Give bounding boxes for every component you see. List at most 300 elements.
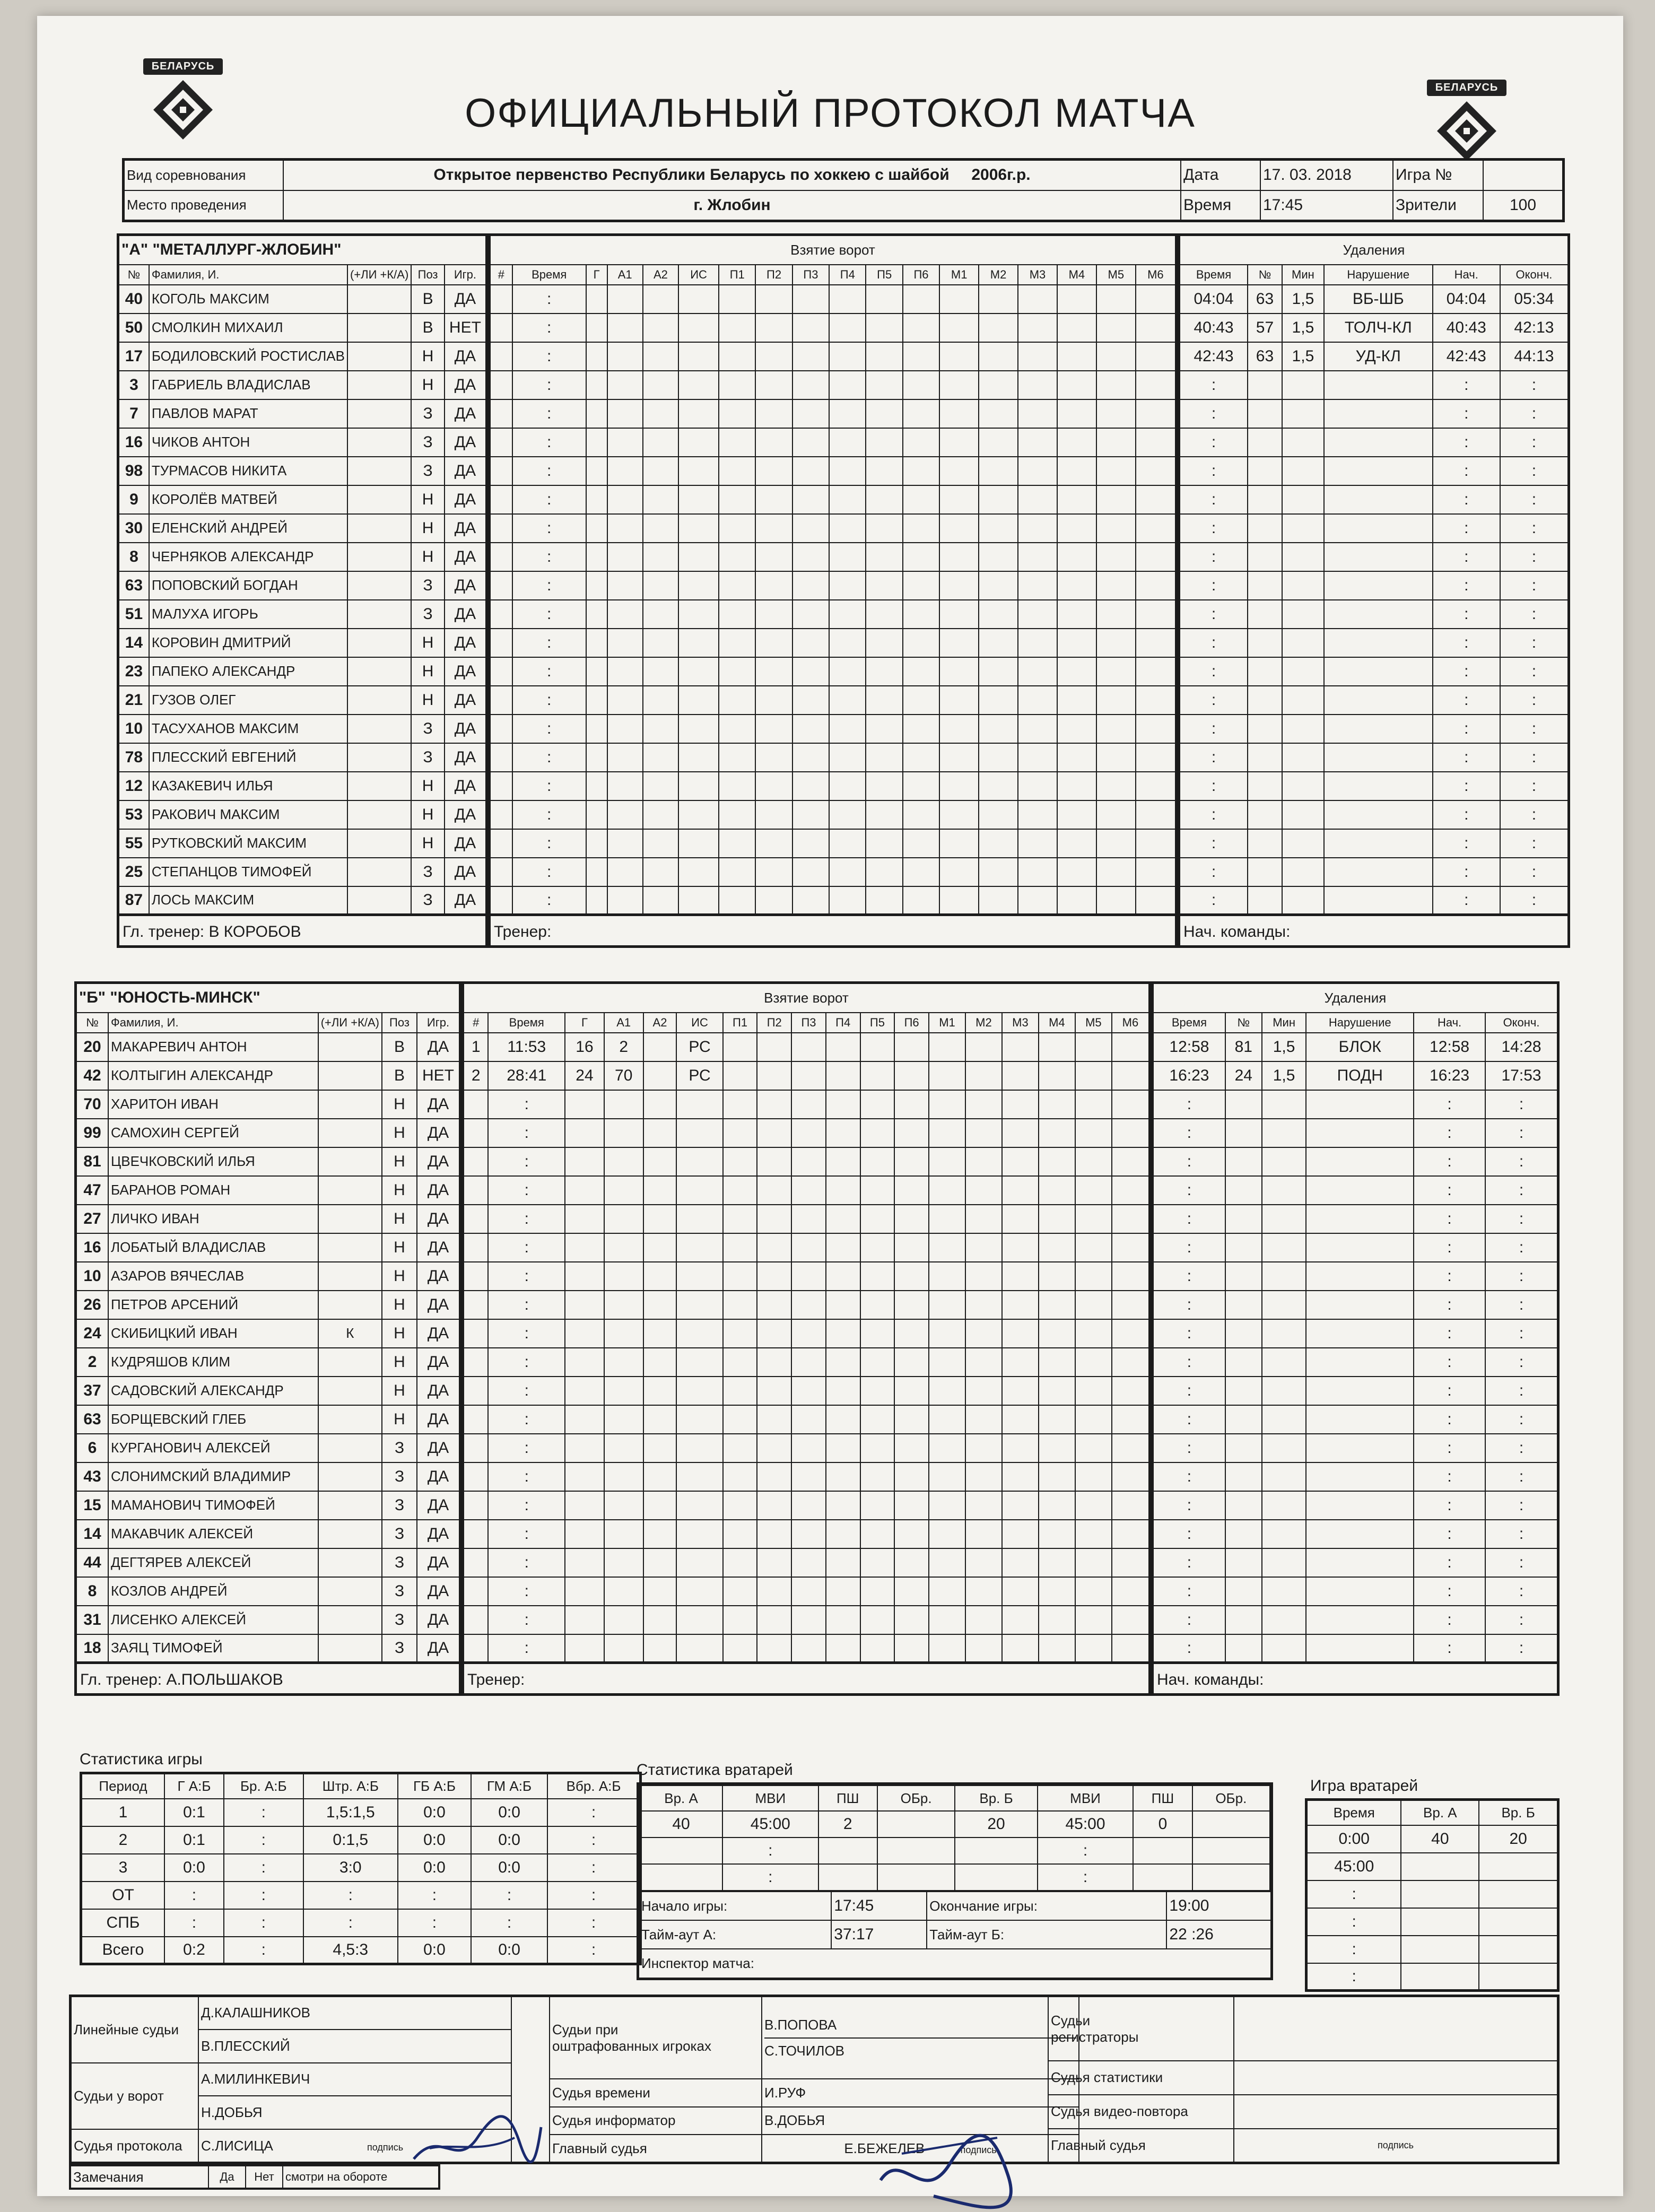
player-name: ЛОСЬ МАКСИМ xyxy=(149,886,347,915)
timeout-b-value: 22 :26 xyxy=(1166,1920,1270,1949)
goal-row xyxy=(490,457,1177,485)
penalty-row xyxy=(1153,1176,1558,1205)
goal-cell xyxy=(676,1262,722,1291)
goal-cell xyxy=(490,800,512,829)
onice-cell xyxy=(1096,313,1136,342)
penalty-cell: : xyxy=(1414,1491,1485,1520)
goal-cell xyxy=(565,1520,604,1548)
onice-cell xyxy=(1057,858,1096,886)
penalty-cell xyxy=(1262,1491,1306,1520)
penalty-judge-2: С.ТОЧИЛОВ xyxy=(764,2042,845,2059)
venue-label: Место проведения xyxy=(124,190,284,221)
goal-cell xyxy=(607,371,643,399)
player-name: АЗАРОВ ВЯЧЕСЛАВ xyxy=(108,1262,318,1291)
player-row xyxy=(118,514,487,543)
goal-cell: : xyxy=(512,800,586,829)
game-stats-row-cell: 0:0 xyxy=(471,1937,547,1964)
player-name: КОЗЛОВ АНДРЕЙ xyxy=(108,1577,318,1606)
game-stats-header-cell: Вбр. А:Б xyxy=(547,1773,640,1799)
penalty-cell: : xyxy=(1414,1147,1485,1176)
onice-cell xyxy=(826,1061,860,1090)
goal-cell: : xyxy=(512,399,586,428)
goal-cell xyxy=(604,1119,643,1147)
goal-cell xyxy=(678,657,719,686)
goal-cell xyxy=(604,1319,643,1348)
onice-cell xyxy=(719,571,755,600)
goalie-play-header-cell: Вр. Б xyxy=(1479,1800,1558,1825)
onice-cell xyxy=(1002,1090,1039,1119)
penalty-cell xyxy=(1324,858,1433,886)
onice-cell xyxy=(792,800,829,829)
penalty-judges-label-2: оштрафованных игроках xyxy=(552,2037,711,2054)
goalie-stats-table xyxy=(639,1785,1270,1891)
onice-cell xyxy=(1075,1520,1112,1548)
onice-cell xyxy=(757,1577,791,1606)
onice-cell xyxy=(1057,457,1096,485)
penalty-judges-label-1: Судьи при xyxy=(552,2021,619,2037)
onice-cell xyxy=(1136,313,1177,342)
goal-row xyxy=(463,1377,1150,1405)
goalie-stats-row-cell xyxy=(877,1864,955,1891)
onice-cell xyxy=(719,428,755,457)
onice-cell xyxy=(792,858,829,886)
onice-cell xyxy=(1136,571,1177,600)
goal-cell xyxy=(607,886,643,915)
goalie-stats-row-cell xyxy=(1133,1864,1192,1891)
goal-cell xyxy=(463,1577,489,1606)
player-row xyxy=(76,1033,460,1061)
penalty-cell xyxy=(1324,772,1433,800)
player-row xyxy=(118,600,487,629)
goal-cell: : xyxy=(512,743,586,772)
onice-cell xyxy=(1075,1033,1112,1061)
onice-cell xyxy=(979,285,1018,313)
goal-row xyxy=(463,1462,1150,1491)
player-row xyxy=(76,1520,460,1548)
onice-cell xyxy=(826,1319,860,1348)
player-position: Н xyxy=(382,1119,417,1147)
onice-cell xyxy=(757,1348,791,1377)
penalty-cell xyxy=(1282,657,1324,686)
onice-cell xyxy=(1039,1405,1075,1434)
onice-cell xyxy=(860,1233,895,1262)
goalie-stats-row-cell xyxy=(818,1864,877,1891)
player-plays: ДА xyxy=(445,772,487,800)
goal-cell xyxy=(604,1548,643,1577)
game-stats-row-cell: : xyxy=(164,1909,224,1937)
onice-cell xyxy=(939,571,979,600)
player-plays: ДА xyxy=(417,1176,460,1205)
player-position: Н xyxy=(382,1319,417,1348)
goalie-stats-header-cell: МВИ xyxy=(722,1786,818,1811)
onice-cell xyxy=(826,1233,860,1262)
goal-cell xyxy=(490,629,512,657)
game-stats-row-cell: 2 xyxy=(81,1826,165,1854)
onice-cell xyxy=(826,1205,860,1233)
onice-cell xyxy=(757,1119,791,1147)
onice-cell xyxy=(1075,1634,1112,1663)
player-plays: ДА xyxy=(417,1405,460,1434)
onice-cell xyxy=(826,1291,860,1319)
team-a-manager: Нач. команды: xyxy=(1178,916,1570,948)
col-pos: Поз xyxy=(382,1013,417,1033)
player-row xyxy=(76,1176,460,1205)
goal-cell xyxy=(676,1119,722,1147)
penalty-cell xyxy=(1248,543,1282,571)
penalty-cell: : xyxy=(1153,1147,1225,1176)
onice-cell xyxy=(1096,715,1136,743)
onice-cell xyxy=(1112,1491,1150,1520)
penalty-cell xyxy=(1225,1319,1262,1348)
onice-cell xyxy=(939,772,979,800)
onice-cell xyxy=(792,485,829,514)
player-mark xyxy=(318,1377,382,1405)
player-name: КОЛТЫГИН АЛЕКСАНДР xyxy=(108,1061,318,1090)
onice-cell xyxy=(939,829,979,858)
onice-col: М2 xyxy=(979,265,1018,285)
goalie-stats-row-cell xyxy=(1133,1837,1192,1864)
goal-cell xyxy=(643,800,678,829)
penalty-cell xyxy=(1306,1291,1414,1319)
player-mark: К xyxy=(318,1319,382,1348)
onice-cell xyxy=(826,1491,860,1520)
game-stats-row-cell: : xyxy=(547,1937,640,1964)
onice-cell xyxy=(894,1319,929,1348)
player-name: ЛОБАТЫЙ ВЛАДИСЛАВ xyxy=(108,1233,318,1262)
onice-cell xyxy=(965,1491,1002,1520)
player-name: ПЕТРОВ АРСЕНИЙ xyxy=(108,1291,318,1319)
onice-cell xyxy=(829,428,866,457)
onice-cell xyxy=(826,1119,860,1147)
penalty-cell: : xyxy=(1179,772,1248,800)
goalie-play-row xyxy=(1306,1825,1558,1853)
onice-cell xyxy=(1018,543,1057,571)
goalie-stats-row-cell xyxy=(955,1837,1038,1864)
goal-cell: : xyxy=(512,772,586,800)
onice-cell xyxy=(755,571,792,600)
onice-cell xyxy=(723,1291,757,1319)
player-mark xyxy=(347,371,411,399)
goal-cell xyxy=(565,1291,604,1319)
onice-cell xyxy=(1075,1291,1112,1319)
penalty-row xyxy=(1179,743,1569,772)
penalty-cell: : xyxy=(1485,1262,1558,1291)
goal-cell xyxy=(607,772,643,800)
goal-row xyxy=(463,1434,1150,1462)
onice-cell xyxy=(1039,1176,1075,1205)
goalie-play-row-cell: 20 xyxy=(1479,1825,1558,1853)
goal-cell xyxy=(586,772,607,800)
goal-cell xyxy=(643,342,678,371)
goal-cell: : xyxy=(488,1205,565,1233)
onice-cell xyxy=(1112,1233,1150,1262)
onice-cell xyxy=(791,1634,826,1663)
goal-judge-1: А.МИЛИНКЕВИЧ xyxy=(198,2063,511,2096)
onice-cell xyxy=(894,1606,929,1634)
goal-row xyxy=(490,715,1177,743)
penalty-row xyxy=(1153,1377,1558,1405)
penalty-cell xyxy=(1248,457,1282,485)
goal-col-situation: ИС xyxy=(676,1013,722,1033)
goal-cell xyxy=(643,285,678,313)
goal-cell xyxy=(604,1348,643,1377)
game-stats-row-cell: 0:0 xyxy=(398,1799,471,1826)
onice-cell xyxy=(1096,629,1136,657)
goal-cell xyxy=(676,1147,722,1176)
onice-cell xyxy=(723,1434,757,1462)
goalie-stats-row-cell: 2 xyxy=(818,1811,877,1837)
goalie-stats-row-cell xyxy=(640,1864,722,1891)
onice-cell xyxy=(894,1090,929,1119)
onice-cell xyxy=(1075,1262,1112,1291)
player-number: 9 xyxy=(118,485,149,514)
penalty-cell xyxy=(1248,858,1282,886)
onice-cell xyxy=(791,1205,826,1233)
player-name: МАЛУХА ИГОРЬ xyxy=(149,600,347,629)
game-stats-row-cell: 1,5:1,5 xyxy=(303,1799,398,1826)
goal-cell xyxy=(643,1061,677,1090)
goal-cell xyxy=(586,457,607,485)
player-row xyxy=(118,285,487,313)
goal-cell xyxy=(643,485,678,514)
player-row xyxy=(76,1491,460,1520)
game-stats-header-cell: Г А:Б xyxy=(164,1773,224,1799)
notes-yes[interactable]: Да xyxy=(208,2165,246,2189)
player-position: Н xyxy=(411,371,445,399)
onice-cell xyxy=(939,743,979,772)
player-name: САДОВСКИЙ АЛЕКСАНДР xyxy=(108,1377,318,1405)
onice-cell xyxy=(903,342,939,371)
onice-col: П6 xyxy=(903,265,939,285)
onice-cell xyxy=(1096,600,1136,629)
goal-cell xyxy=(604,1291,643,1319)
goal-cell xyxy=(678,772,719,800)
notes-no[interactable]: Нет xyxy=(246,2165,283,2189)
onice-cell xyxy=(965,1548,1002,1577)
penalty-cell xyxy=(1248,399,1282,428)
onice-cell xyxy=(791,1606,826,1634)
game-stats-row-cell: : xyxy=(303,1882,398,1909)
onice-cell xyxy=(723,1319,757,1348)
penalty-cell xyxy=(1282,829,1324,858)
onice-cell xyxy=(829,715,866,743)
penalty-cell: : xyxy=(1433,428,1500,457)
penalty-cell xyxy=(1262,1233,1306,1262)
player-plays: ДА xyxy=(417,1577,460,1606)
player-number: 24 xyxy=(76,1319,109,1348)
penalty-row xyxy=(1153,1634,1558,1663)
goals-title-row xyxy=(490,235,1177,265)
player-row xyxy=(76,1462,460,1491)
goal-row xyxy=(490,686,1177,715)
goal-cell xyxy=(565,1548,604,1577)
team-a-roster xyxy=(117,233,488,948)
player-plays: ДА xyxy=(445,485,487,514)
chief-judge-sign: подпись xyxy=(1234,2129,1557,2162)
penalty-cell: : xyxy=(1153,1634,1225,1663)
goal-cell xyxy=(676,1520,722,1548)
goal-cell xyxy=(643,743,678,772)
goal-cell xyxy=(565,1205,604,1233)
goal-row xyxy=(463,1319,1150,1348)
goal-cell: 70 xyxy=(604,1061,643,1090)
onice-cell xyxy=(860,1434,895,1462)
goal-cell xyxy=(604,1147,643,1176)
player-plays: ДА xyxy=(445,858,487,886)
onice-cell xyxy=(826,1520,860,1548)
goal-cell xyxy=(565,1462,604,1491)
onice-cell xyxy=(757,1319,791,1348)
onice-cell xyxy=(719,829,755,858)
penalty-row xyxy=(1179,600,1569,629)
penalty-cell xyxy=(1306,1090,1414,1119)
game-stats-row-cell: 0:0 xyxy=(471,1854,547,1882)
onice-cell xyxy=(1112,1262,1150,1291)
onice-cell xyxy=(1136,829,1177,858)
onice-cell xyxy=(791,1233,826,1262)
onice-cell xyxy=(719,858,755,886)
player-mark xyxy=(347,543,411,571)
onice-cell xyxy=(1075,1319,1112,1348)
onice-cell xyxy=(755,457,792,485)
penalty-cell xyxy=(1225,1434,1262,1462)
goalie-play-row-cell: : xyxy=(1306,1880,1401,1908)
onice-cell xyxy=(826,1405,860,1434)
venue-value: г. Жлобин xyxy=(283,190,1181,221)
timekeeper-label: Судья времени xyxy=(550,2079,762,2106)
onice-col: П2 xyxy=(757,1013,791,1033)
onice-cell xyxy=(903,543,939,571)
player-name: ЗАЯЦ ТИМОФЕЙ xyxy=(108,1634,318,1663)
game-stats-row-cell: : xyxy=(547,1826,640,1854)
goal-cell xyxy=(490,342,512,371)
onice-cell xyxy=(1136,800,1177,829)
goal-cell xyxy=(607,657,643,686)
onice-cell xyxy=(903,886,939,915)
player-plays: ДА xyxy=(445,399,487,428)
penalty-cell: : xyxy=(1433,571,1500,600)
onice-cell xyxy=(1018,428,1057,457)
goal-cell xyxy=(586,829,607,858)
player-position: З xyxy=(411,886,445,915)
onice-cell xyxy=(1057,571,1096,600)
player-row xyxy=(118,772,487,800)
onice-cell xyxy=(1002,1033,1039,1061)
penalty-row xyxy=(1179,313,1569,342)
penalty-cell xyxy=(1282,858,1324,886)
goalie-stats-row-cell: 40 xyxy=(640,1811,722,1837)
penalty-cell: : xyxy=(1433,600,1500,629)
onice-cell xyxy=(755,629,792,657)
onice-cell xyxy=(979,371,1018,399)
player-number: 55 xyxy=(118,829,149,858)
goal-cell xyxy=(565,1348,604,1377)
player-mark xyxy=(347,657,411,686)
onice-cell xyxy=(1096,829,1136,858)
goal-cell xyxy=(678,829,719,858)
player-plays: ДА xyxy=(417,1033,460,1061)
penalty-cell: : xyxy=(1500,743,1569,772)
onice-cell xyxy=(939,858,979,886)
goalie-stats-header xyxy=(640,1786,1270,1811)
goal-cell xyxy=(607,485,643,514)
player-name: БОДИЛОВСКИЙ РОСТИСЛАВ xyxy=(149,342,347,371)
penalty-cell: : xyxy=(1433,858,1500,886)
goalie-stats-row-cell xyxy=(1192,1864,1270,1891)
onice-cell xyxy=(1112,1205,1150,1233)
goal-cell: : xyxy=(512,514,586,543)
onice-cell xyxy=(860,1147,895,1176)
player-row xyxy=(118,399,487,428)
goal-cell xyxy=(607,829,643,858)
goal-row xyxy=(463,1233,1150,1262)
onice-cell xyxy=(1039,1291,1075,1319)
player-mark xyxy=(347,313,411,342)
goal-cell xyxy=(643,1577,677,1606)
onice-cell xyxy=(1075,1090,1112,1119)
penalty-cell: : xyxy=(1485,1634,1558,1663)
player-mark xyxy=(347,399,411,428)
player-position: Н xyxy=(411,686,445,715)
onice-cell xyxy=(755,800,792,829)
col-li: (+ЛИ +К/А) xyxy=(318,1013,382,1033)
onice-cell xyxy=(866,800,902,829)
player-position: Н xyxy=(382,1377,417,1405)
onice-cell xyxy=(929,1291,965,1319)
goalie-play-row-cell: 0:00 xyxy=(1306,1825,1401,1853)
onice-cell xyxy=(1018,285,1057,313)
onice-cell xyxy=(1075,1577,1112,1606)
player-number: 8 xyxy=(118,543,149,571)
penalty-row xyxy=(1153,1233,1558,1262)
goal-cell: : xyxy=(512,485,586,514)
goal-row xyxy=(490,858,1177,886)
penalty-row xyxy=(1153,1520,1558,1548)
penalty-cell: : xyxy=(1485,1462,1558,1491)
onice-cell xyxy=(791,1405,826,1434)
penalty-cell xyxy=(1262,1319,1306,1348)
goal-cell: : xyxy=(488,1377,565,1405)
goal-cell xyxy=(678,313,719,342)
scorer-sign-label: подпись xyxy=(367,2141,404,2153)
penalty-cell: 81 xyxy=(1225,1033,1262,1061)
penalty-cell: : xyxy=(1414,1634,1485,1663)
goal-row xyxy=(463,1577,1150,1606)
team-a-block xyxy=(117,233,1570,997)
onice-cell xyxy=(860,1491,895,1520)
onice-cell xyxy=(860,1061,895,1090)
penalty-cell xyxy=(1324,886,1433,915)
player-row xyxy=(76,1061,460,1090)
pen-title-row xyxy=(1153,983,1558,1013)
onice-cell xyxy=(894,1147,929,1176)
player-number: 27 xyxy=(76,1205,109,1233)
player-mark xyxy=(318,1119,382,1147)
competition-label: Вид соревнования xyxy=(124,160,284,190)
onice-cell xyxy=(1057,543,1096,571)
penalty-cell: : xyxy=(1500,858,1569,886)
onice-cell xyxy=(965,1033,1002,1061)
onice-cell xyxy=(723,1147,757,1176)
player-position: Н xyxy=(382,1205,417,1233)
penalty-cell xyxy=(1225,1119,1262,1147)
onice-cell xyxy=(1136,342,1177,371)
onice-cell xyxy=(1112,1434,1150,1462)
player-row xyxy=(118,858,487,886)
onice-cell xyxy=(1075,1061,1112,1090)
player-mark xyxy=(347,715,411,743)
onice-cell xyxy=(979,428,1018,457)
